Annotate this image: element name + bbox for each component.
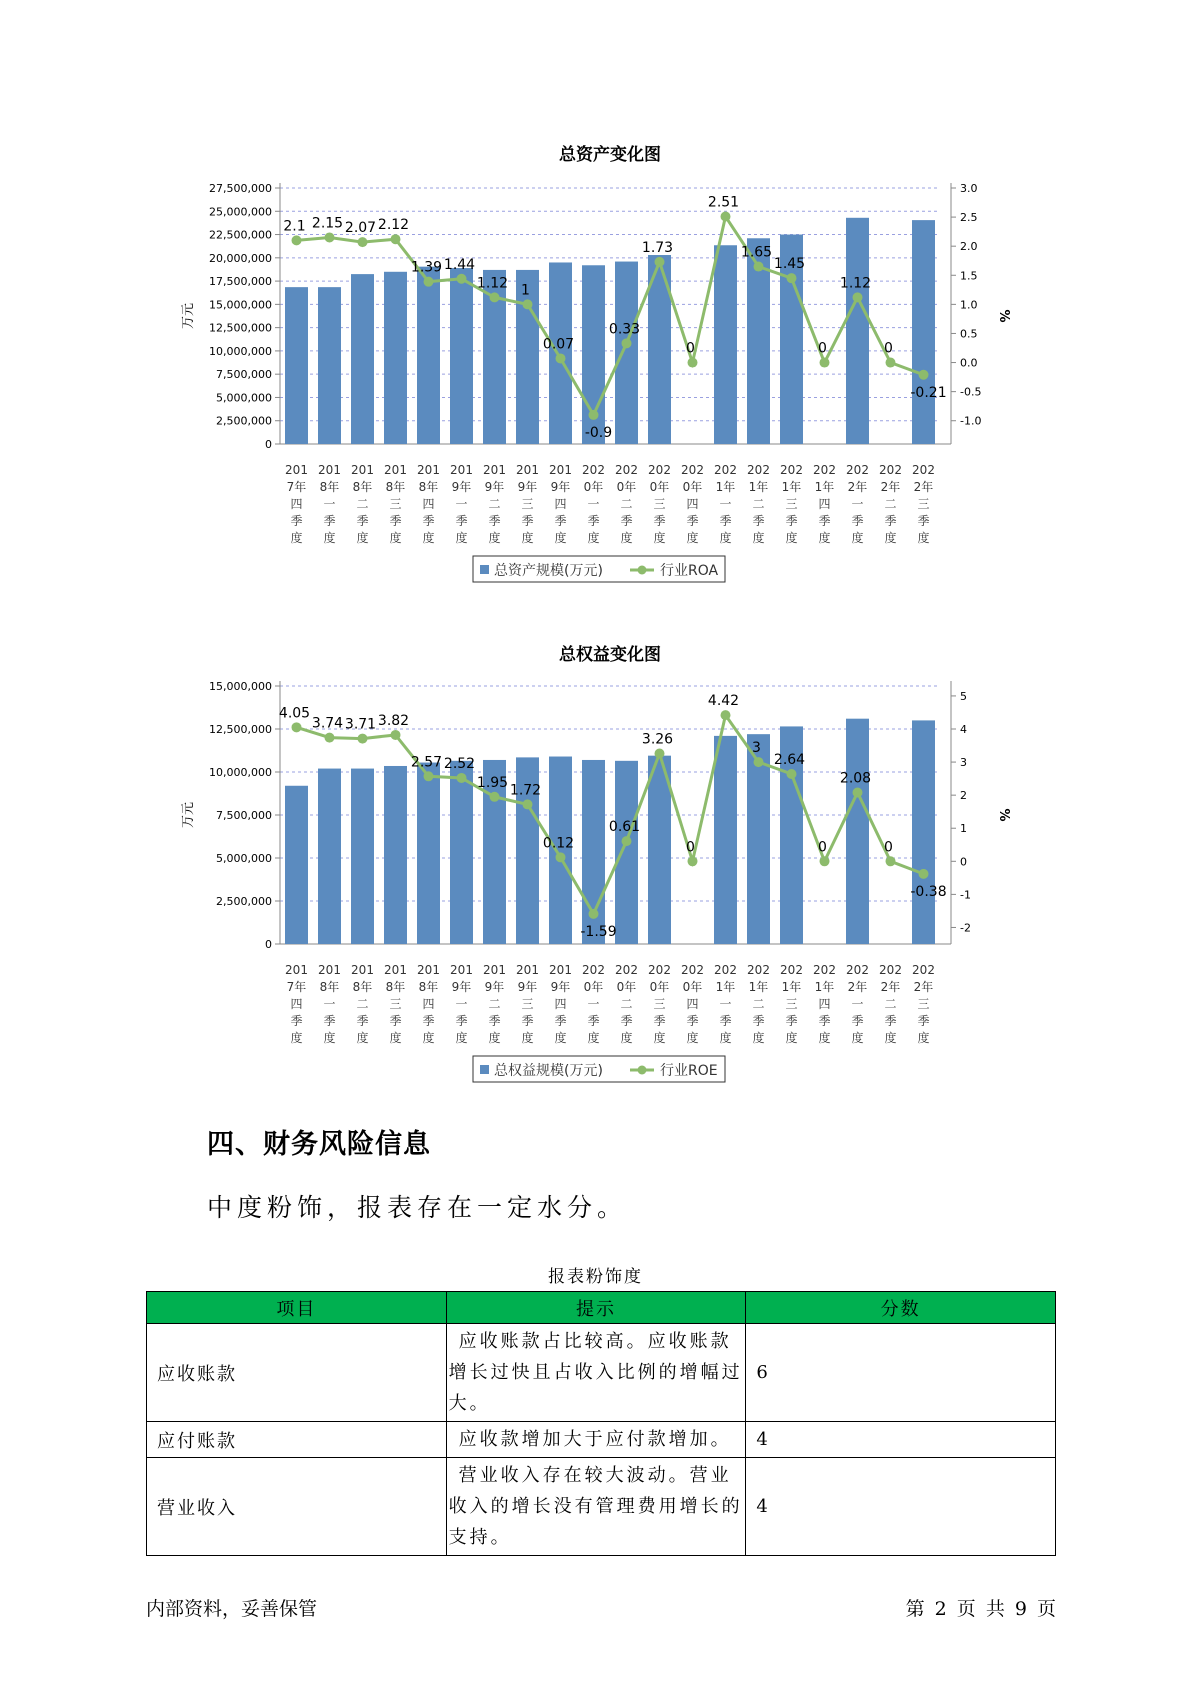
line-point [523,799,533,809]
x-tick-label: 202 2年二季度 [879,963,902,1045]
total-equity-chart-svg [0,638,1191,1098]
data-label: 1.44 [443,256,476,273]
data-label: 0 [686,340,695,357]
x-tick-label: 201 9年四季度 [549,463,572,545]
line-point [292,235,302,245]
line-point [919,370,929,380]
data-label: 2.52 [443,755,476,772]
data-label: 4.05 [278,705,311,722]
x-tick-label: 202 2年一季度 [846,463,869,545]
x-tick-label: 202 0年一季度 [582,963,605,1045]
x-tick-label: 201 8年二季度 [351,463,374,545]
legend-label-bar: 总资产规模(万元) [494,563,603,579]
legend-label-line: 行业ROE [660,1063,718,1079]
y2-tick-label: 1 [960,822,967,836]
data-label: 1.72 [509,782,542,799]
y2-tick-label: -1 [960,888,971,902]
x-tick-label: 202 1年二季度 [747,463,770,545]
y-tick-label: 2,500,000 [216,414,272,428]
line-point [292,722,302,732]
y2-tick-label: 2.5 [960,211,978,225]
x-tick-label: 201 7年四季度 [285,963,308,1045]
y2-tick-label: 2.0 [960,240,978,254]
table-header-row [147,1292,1056,1324]
x-tick-label: 201 8年三季度 [384,463,407,545]
row-item: 营业收入 [147,1458,447,1556]
x-tick-label: 201 9年二季度 [483,463,506,545]
bar [384,766,407,944]
footer-confidential: 内部资料，妥善保管 [146,1598,318,1620]
data-label: 3.26 [641,731,674,748]
x-tick-label: 202 0年四季度 [681,963,704,1045]
data-label: 1.12 [476,275,509,292]
y2-tick-label: 5 [960,689,967,703]
line-point [853,292,863,302]
bar [285,786,308,944]
data-label: 1.65 [740,244,773,261]
legend-label-line: 行业ROA [660,563,719,579]
line-point [358,734,368,744]
data-label: 1.12 [839,275,872,292]
y2-tick-label: 0 [960,855,967,869]
x-tick-label: 202 0年二季度 [615,963,638,1045]
bar [450,761,473,944]
data-label: -0.9 [584,424,613,441]
data-label: -0.38 [910,883,947,900]
bar [912,720,935,944]
line-point [424,277,434,287]
bar [615,761,638,944]
data-label: 2.08 [839,770,872,787]
y2-tick-label: 3.0 [960,182,978,195]
x-tick-label: 202 1年四季度 [813,963,836,1045]
line-point [754,262,764,272]
bar [714,736,737,944]
y2-tick-label: 0.5 [960,327,978,341]
y-tick-label: 12,500,000 [209,723,272,736]
y2-axis-title: % [996,309,1011,323]
legend-swatch-bar [480,565,489,574]
y2-tick-label: 2 [960,789,967,803]
y2-tick-label: -2 [960,921,971,935]
data-label: 2.51 [707,194,740,211]
footer-page-number: 第 2 页 共 9 页 [905,1598,1056,1620]
x-tick-label: 201 9年三季度 [516,963,539,1045]
row-hint: 应收款增加大于应付款增加。 [446,1422,746,1458]
x-tick-label: 201 8年一季度 [318,463,341,545]
data-label: 2.07 [344,220,377,237]
x-tick-label: 201 8年二季度 [351,963,374,1045]
y-tick-label: 15,000,000 [209,298,272,312]
line-point [490,292,500,302]
bar [846,218,869,444]
bar [714,245,737,444]
line-point [589,410,599,420]
data-label: 1.73 [641,239,674,256]
y-axis-title: 万元 [181,302,196,330]
chart-title: 总资产变化图 [559,145,661,165]
x-tick-label: 202 2年二季度 [879,463,902,545]
line-point [490,792,500,802]
row-hint: 营业收入存在较大波动。营业收入的增长没有管理费用增长的支持。 [446,1458,746,1556]
y2-tick-label: -1.0 [960,414,982,428]
x-tick-label: 202 1年一季度 [714,463,737,545]
data-label: 2.57 [410,754,443,771]
bar [384,272,407,444]
data-label: 2.12 [377,217,410,234]
x-tick-label: 201 9年一季度 [450,463,473,545]
line-point [820,856,830,866]
x-tick-label: 202 1年一季度 [714,963,737,1045]
line-point [688,358,698,368]
table-row [147,1458,1056,1556]
line-point [721,212,731,222]
line-point [787,769,797,779]
x-tick-label: 201 8年三季度 [384,963,407,1045]
line-point [556,353,566,363]
row-score: 6 [746,1324,1056,1422]
line-point [589,909,599,919]
data-label: 1 [521,282,530,299]
y-tick-label: 0 [265,438,272,451]
x-tick-label: 201 9年三季度 [516,463,539,545]
line-point [391,234,401,244]
x-tick-label: 202 0年三季度 [648,463,671,545]
data-label: 3.82 [377,712,410,729]
y-axis-title: 万元 [181,801,196,829]
legend-label-bar: 总权益规模(万元) [494,1063,603,1079]
legend-swatch-bar [480,1065,489,1074]
x-tick-label: 201 8年四季度 [417,463,440,545]
line-point [457,773,467,783]
bar [318,287,341,444]
total-assets-chart-svg [0,138,1191,598]
bar [846,719,869,944]
x-tick-label: 202 0年四季度 [681,463,704,545]
data-label: -0.21 [910,384,947,401]
data-label: 0 [884,839,893,856]
bar [417,267,440,444]
data-label: 2.64 [773,751,806,768]
table-row [147,1422,1056,1458]
line-point [391,730,401,740]
x-tick-label: 201 7年四季度 [285,463,308,545]
line-point [424,771,434,781]
line-point [457,274,467,284]
row-hint: 应收账款占比较高。应收账款增长过快且占收入比例的增幅过大。 [446,1324,746,1422]
y2-axis-title: % [996,808,1011,822]
y2-tick-label: -0.5 [960,385,982,399]
line-point [622,836,632,846]
data-label: 2.1 [283,218,306,235]
line-point [754,757,764,767]
y-tick-label: 27,500,000 [209,182,272,195]
header-item: 项目 [147,1292,447,1324]
line-point [820,358,830,368]
y-tick-label: 15,000,000 [209,680,272,693]
x-tick-label: 202 0年二季度 [615,463,638,545]
x-tick-label: 201 8年一季度 [318,963,341,1045]
data-label: 4.42 [707,693,740,710]
y-tick-label: 7,500,000 [216,368,272,382]
y-tick-label: 20,000,000 [209,251,272,265]
y-tick-label: 22,500,000 [209,228,272,242]
data-label: 3 [752,740,761,757]
data-label: 0 [686,839,695,856]
data-label: -1.59 [580,923,617,940]
total-assets-chart [0,138,1191,602]
bar [912,220,935,444]
data-label: 0.12 [542,835,575,852]
y2-tick-label: 1.0 [960,298,978,312]
row-score: 4 [746,1422,1056,1458]
y-tick-label: 12,500,000 [209,321,272,335]
line-point [325,733,335,743]
x-tick-label: 201 8年四季度 [417,963,440,1045]
bar [351,274,374,444]
x-tick-label: 202 2年三季度 [912,963,935,1045]
data-label: 3.74 [311,715,344,732]
row-item: 应付账款 [147,1422,447,1458]
x-tick-label: 202 0年三季度 [648,963,671,1045]
table-caption: 报表粉饰度 [548,1267,643,1287]
bar [549,262,572,444]
data-label: 1.39 [410,259,443,276]
data-label: 1.45 [773,256,806,273]
line-point [556,852,566,862]
chart-title: 总权益变化图 [559,645,661,665]
x-tick-label: 202 2年三季度 [912,463,935,545]
y-tick-label: 5,000,000 [216,391,272,405]
bar [450,268,473,444]
x-tick-label: 202 0年一季度 [582,463,605,545]
line-point [688,856,698,866]
table-row [147,1324,1056,1422]
data-label: 2.15 [311,215,344,232]
bar [615,262,638,444]
y-tick-label: 17,500,000 [209,275,272,289]
line-point [886,856,896,866]
risk-summary: 中度粉饰，报表存在一定水分。 [207,1193,628,1222]
legend-swatch-point [638,566,647,575]
y2-tick-label: 1.5 [960,269,978,283]
data-label: 3.71 [344,716,377,733]
x-tick-label: 202 1年四季度 [813,463,836,545]
bar [351,769,374,944]
data-label: 0 [818,340,827,357]
line-point [622,338,632,348]
x-tick-label: 201 9年一季度 [450,963,473,1045]
line-point [523,299,533,309]
legend-swatch-point [638,1066,647,1075]
y-tick-label: 10,000,000 [209,766,272,779]
y-tick-label: 0 [265,938,272,951]
bar [318,769,341,944]
line-point [919,869,929,879]
total-equity-chart [0,638,1191,1102]
data-label: 0.07 [542,336,575,353]
line-point [358,237,368,247]
y-tick-label: 10,000,000 [209,344,272,358]
line-point [655,257,665,267]
y-tick-label: 7,500,000 [216,809,272,822]
bar [285,287,308,444]
x-tick-label: 202 1年三季度 [780,463,803,545]
line-point [853,788,863,798]
data-label: 1.95 [476,774,509,791]
line-point [886,358,896,368]
row-item: 应收账款 [147,1324,447,1422]
data-label: 0.33 [608,321,641,338]
bar [417,763,440,944]
y2-tick-label: 3 [960,756,967,770]
x-tick-label: 201 9年四季度 [549,963,572,1045]
section-heading: 四、财务风险信息 [207,1129,431,1160]
x-tick-label: 202 1年二季度 [747,963,770,1045]
data-label: 0 [884,340,893,357]
y-tick-label: 25,000,000 [209,205,272,219]
line-point [721,710,731,720]
line-point [655,748,665,758]
y-tick-label: 5,000,000 [216,852,272,865]
x-tick-label: 202 1年三季度 [780,963,803,1045]
x-tick-label: 201 9年二季度 [483,963,506,1045]
header-hint: 提示 [446,1292,746,1324]
y2-tick-label: 4 [960,723,967,736]
y2-tick-label: 0.0 [960,356,978,370]
row-score: 4 [746,1458,1056,1556]
line-point [787,273,797,283]
y-tick-label: 2,500,000 [216,895,272,908]
data-label: 0 [818,839,827,856]
line-point [325,232,335,242]
data-label: 0.61 [608,819,641,836]
header-score: 分数 [746,1292,1056,1324]
risk-table [146,1291,1056,1556]
x-tick-label: 202 2年一季度 [846,963,869,1045]
